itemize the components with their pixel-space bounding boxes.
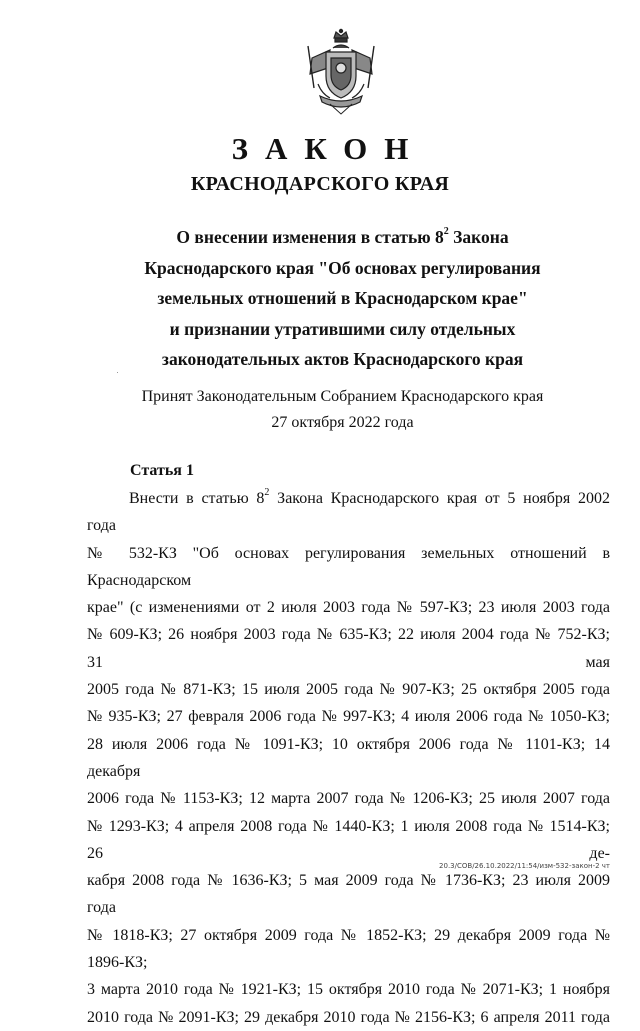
- article-body: [87, 485, 610, 1031]
- coat-of-arms-icon: [300, 28, 382, 116]
- article-line: № 532-КЗ "Об основах регулирования земельных отношений в Краснодарском: [87, 544, 610, 589]
- article-line: 2010 года № 2091-КЗ; 29 декабря 2010 года № 2156-КЗ; 6 апреля 2011 года: [87, 1008, 610, 1026]
- article-line-1-text: Внести в статью 8: [129, 490, 265, 507]
- heading-line-3: земельных отношений в Краснодарском крае": [157, 288, 528, 309]
- article-superscript: 2: [264, 486, 270, 498]
- article-line: № 1293-КЗ; 4 апреля 2008 года № 1440-КЗ; 1 июля 2008 года № 1514-КЗ; 26 де-: [87, 817, 610, 862]
- document-code-footer: 20.3/СОВ/26.10.2022/11:54/изм-532-закон-2 чт: [439, 862, 610, 870]
- article-line: 28 июля 2006 года № 1091-КЗ; 10 октября 2006 года № 1101-КЗ; 14 декабря: [87, 735, 610, 780]
- article-line: 3 марта 2010 года № 1921-КЗ; 15 октября 2010 года № 2071-КЗ; 1 ноября: [87, 981, 610, 999]
- article-line: [87, 485, 610, 540]
- law-heading: [120, 222, 565, 375]
- article-line: № 935-КЗ; 27 февраля 2006 года № 997-КЗ; 4 июля 2006 года № 1050-КЗ;: [87, 708, 610, 726]
- heading-line-4: и признании утратившими силу отдельных: [169, 318, 516, 339]
- adoption-date: 27 октября 2022 года: [271, 414, 414, 431]
- heading-line-1-text: О внесении изменения в статью 8: [176, 227, 444, 247]
- heading-line-1-tail: Закона: [448, 227, 509, 247]
- article-line: крае" (с изменениями от 2 июля 2003 года № 597-КЗ; 23 июля 2003 года: [87, 599, 610, 617]
- heading-line-1: [120, 222, 565, 253]
- heading-line-2: Краснодарского края "Об основах регулирования: [144, 257, 541, 278]
- article-line-1-tail: Закона Краснодарского края от 5 ноября 2002 года: [87, 490, 610, 535]
- article-title: Статья 1: [130, 462, 194, 479]
- adoption-note: [120, 384, 565, 436]
- scan-speck: [117, 372, 118, 373]
- article-line: № 609-КЗ; 26 ноября 2003 года № 635-КЗ; 22 июля 2004 года № 752-КЗ; 31 мая: [87, 626, 610, 671]
- heading-superscript: 2: [443, 226, 449, 238]
- article-line: № 1818-КЗ; 27 октября 2009 года № 1852-КЗ; 29 декабря 2009 года № 1896-КЗ;: [87, 926, 610, 972]
- document-title: ЗАКОН: [231, 131, 426, 166]
- document-region: КРАСНОДАРСКОГО КРАЯ: [190, 173, 450, 195]
- article-line: кабря 2008 года № 1636-КЗ; 5 мая 2009 года № 1736-КЗ; 23 июля 2009 года: [87, 872, 610, 917]
- article-line: 2006 года № 1153-КЗ; 12 марта 2007 года № 1206-КЗ; 25 июля 2007 года: [87, 790, 610, 808]
- article-line: 2005 года № 871-КЗ; 15 июля 2005 года № 907-КЗ; 25 октября 2005 года: [87, 681, 610, 699]
- adoption-line-1: Принят Законодательным Собранием Краснодарского края: [141, 388, 544, 405]
- heading-line-5: законодательных актов Краснодарского края: [161, 349, 524, 370]
